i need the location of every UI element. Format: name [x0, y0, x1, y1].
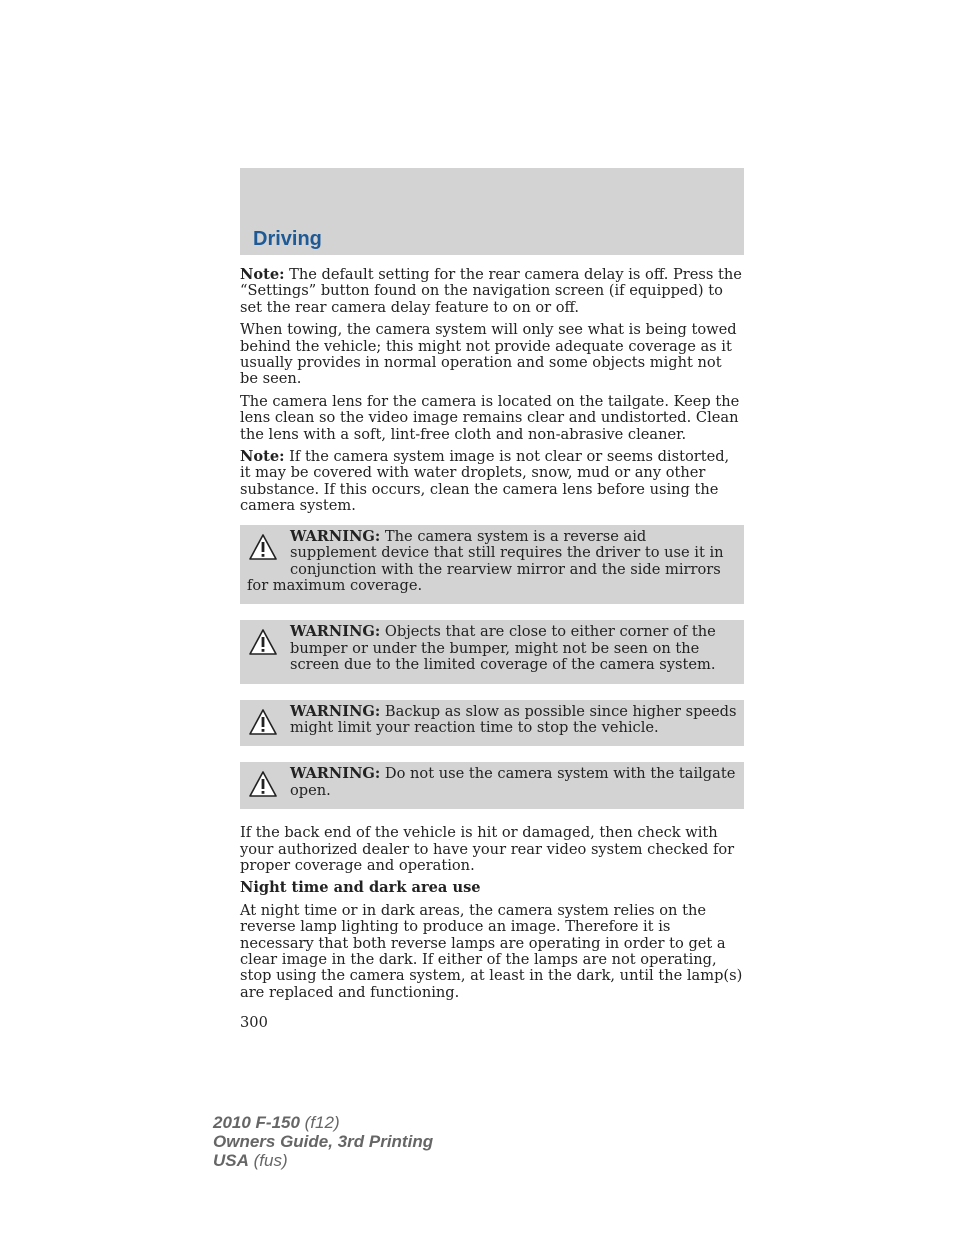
footer-line-model — [213, 1113, 433, 1132]
warning-triangle-icon — [248, 628, 278, 656]
warning-body: Objects that are close to either corner of the bumper or under the bumper, might not be seen on the screen due to the limited coverage of the camera system. — [290, 623, 716, 674]
warning-triangle-icon — [248, 708, 278, 736]
warning-text — [247, 766, 737, 799]
warning-body: Backup as slow as possible since higher speeds might limit your reaction time to stop the vehicle. — [290, 702, 737, 736]
damage-paragraph: If the back end of the vehicle is hit or damaged, then check with your authorized dealer to have your rear video system checked for proper coverage and operation. — [240, 824, 735, 874]
section-title: Driving — [253, 228, 322, 250]
warning-body: Do not use the camera system with the tailgate open. — [290, 765, 736, 799]
note-label: Note: — [240, 266, 285, 283]
lens-paragraph: The camera lens for the camera is located on the tailgate. Keep the lens clean so the video image remains clear and undistorted. Clean the lens with a soft, lint-free cloth and non-abrasive cleaner. — [240, 392, 740, 443]
note-label: Note: — [240, 448, 285, 466]
warning-text — [247, 529, 737, 595]
warning-text — [247, 704, 737, 737]
night-paragraph: At night time or in dark areas, the camera system relies on the reverse lamp lighting to produce an image. Therefore it is necessary that both reverse lamps are operating in order to get a clear image in the dark. If either of the lamps are not operating, stop using the camera system, at least in the dark, until the lamp(s) are replaced and functioning. — [240, 901, 743, 1001]
note-text: If the camera system image is not clear or seems distorted, it may be covered with water droplets, snow, mud or any other substance. If this occurs, clean the camera lens before using the camera system. — [240, 448, 730, 515]
warning-body: The camera system is a reverse aid supplement device that still requires the driver to use it in conjunction with the rearview mirror and the side mirrors for maximum coverage. — [247, 527, 724, 594]
footer-model-code: (f12) — [299, 1113, 340, 1132]
warning-text — [247, 624, 737, 673]
warning-label: WARNING: — [290, 527, 381, 545]
footer-line-market — [213, 1151, 433, 1170]
page-number: 300 — [240, 1014, 268, 1032]
footer — [213, 1113, 433, 1170]
footer-line-guide — [213, 1132, 433, 1151]
warning-label: WARNING: — [290, 765, 381, 783]
note-text: The default setting for the rear camera delay is off. Press the “Settings” button found on the navigation screen (if equipped) to set the rear camera delay feature to on or off. — [240, 266, 742, 316]
warning-box — [240, 700, 744, 747]
footer-guide: Owners Guide, 3rd Printing — [213, 1132, 434, 1151]
warning-box — [240, 620, 744, 683]
towing-paragraph: When towing, the camera system will only see what is being towed behind the vehicle; this might not provide adequate coverage as it usually provides in normal operation and some objects might not be seen. — [240, 321, 737, 388]
warning-label: WARNING: — [290, 702, 381, 720]
section-header-band — [240, 168, 744, 255]
warning-box — [240, 525, 744, 605]
subheading: Night time and dark area use — [240, 879, 481, 897]
footer-model: 2010 F-150 — [213, 1113, 300, 1132]
footer-market: USA — [213, 1151, 249, 1170]
warning-label: WARNING: — [290, 623, 381, 641]
note-paragraph — [240, 267, 744, 316]
page-content — [240, 267, 744, 1032]
warning-box — [240, 762, 744, 809]
warning-triangle-icon — [248, 770, 278, 798]
warning-triangle-icon — [248, 533, 278, 561]
note-paragraph — [240, 449, 744, 515]
footer-market-code: (fus) — [248, 1151, 288, 1170]
